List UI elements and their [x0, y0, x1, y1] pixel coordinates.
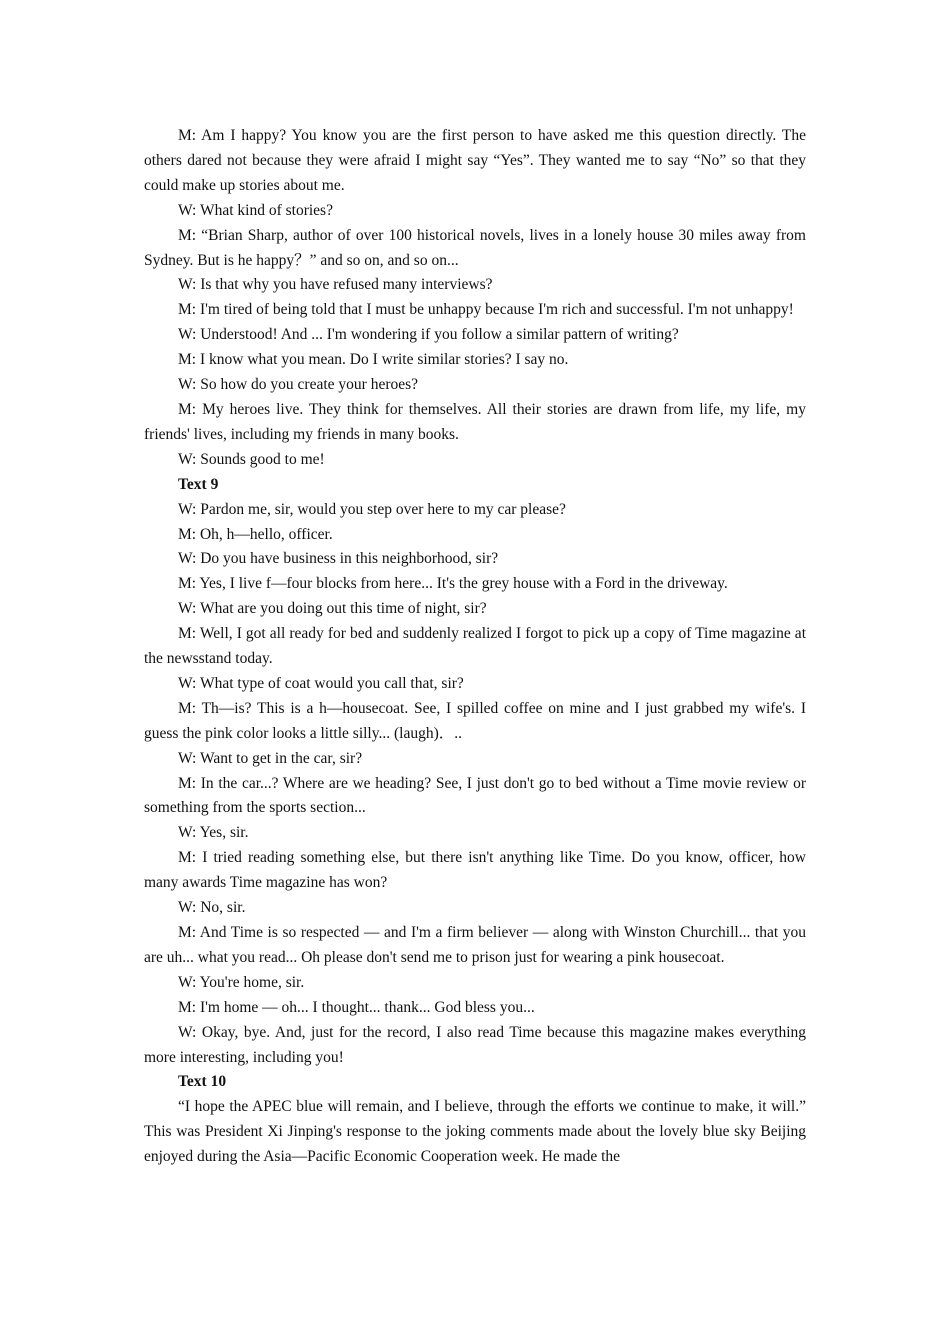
dialogue-line: W: Yes, sir. — [178, 824, 249, 842]
dialogue-line: M: Am I happy? You know you are the first person to have asked me this question directly. The others dared not because they were afraid I might say “Yes”. They wanted me to say “No” so that they could make up stories about me. — [144, 127, 806, 194]
dialogue-line: M: And Time is so respected — and I'm a firm believer — along with Winston Churchill... that you are uh... what you read... Oh please don't send me to prison just for wearing a pink housecoat. — [144, 924, 806, 966]
dialogue-line: M: I'm tired of being told that I must be unhappy because I'm rich and successful. I'm not unhappy! — [178, 301, 794, 319]
dialogue-line: W: Do you have business in this neighborhood, sir? — [178, 550, 499, 568]
dialogue-line: W: What are you doing out this time of night, sir? — [178, 600, 487, 618]
dialogue-line: M: I know what you mean. Do I write similar stories? I say no. — [178, 351, 569, 369]
dialogue-line: M: Yes, I live f—four blocks from here... It's the grey house with a Ford in the driveway. — [178, 575, 728, 593]
dialogue-line: M: Th—is? This is a h—housecoat. See, I spilled coffee on mine and I just grabbed my wife's. I guess the pink color looks a little silly... (laugh)．.. — [144, 699, 806, 742]
dialogue-line: M: My heroes live. They think for themselves. All their stories are drawn from life, my life, my friends' lives, including my friends in many books. — [144, 400, 806, 443]
dialogue-line: M: Well, I got all ready for bed and suddenly realized I forgot to pick up a copy of Time magazine at the newsstand today. — [144, 625, 806, 668]
body-paragraph: “I hope the APEC blue will remain, and I believe, through the efforts we continue to make, it will.” This was President Xi Jinping's response to the joking comments made about the lovely blue sky Beijing enjoyed during the Asia—Pacific Economic Cooperation week. He made the — [144, 1098, 806, 1166]
dialogue-line: W: What kind of stories? — [178, 201, 333, 219]
dialogue-line: M: Oh, h—hello, officer. — [178, 525, 333, 543]
dialogue-line: W: Understood! And ... I'm wondering if you follow a similar pattern of writing? — [178, 326, 679, 344]
dialogue-line: W: No, sir. — [178, 899, 246, 917]
dialogue-line: W: Is that why you have refused many interviews? — [178, 276, 493, 294]
dialogue-line: W: Pardon me, sir, would you step over here to my car please? — [178, 500, 566, 518]
dialogue-line: M: I'm home — oh... I thought... thank... God bless you... — [178, 998, 535, 1016]
dialogue-line: W: So how do you create your heroes? — [178, 376, 419, 394]
dialogue-line: W: Sounds good to me! — [178, 450, 325, 468]
dialogue-line: M: In the car...? Where are we heading? See, I just don't go to bed without a Time movie review or something from the sports section... — [144, 774, 806, 817]
dialogue-line: W: Want to get in the car, sir? — [178, 749, 363, 767]
dialogue-line: W: Okay, bye. And, just for the record, I also read Time because this magazine makes everything more interesting, including you! — [144, 1023, 806, 1066]
dialogue-line: W: You're home, sir. — [178, 973, 305, 991]
dialogue-line: W: What type of coat would you call that, sir? — [178, 674, 464, 692]
section-heading-text-9: Text 9 — [178, 475, 219, 493]
document-page — [144, 124, 806, 1170]
dialogue-line: M: “Brian Sharp, author of over 100 historical novels, lives in a lonely house 30 miles away from Sydney. But is he happy？” and so on, and so on... — [144, 226, 806, 269]
section-heading-text-10: Text 10 — [178, 1073, 227, 1091]
dialogue-line: M: I tried reading something else, but there isn't anything like Time. Do you know, officer, how many awards Time magazine has won? — [144, 849, 806, 892]
